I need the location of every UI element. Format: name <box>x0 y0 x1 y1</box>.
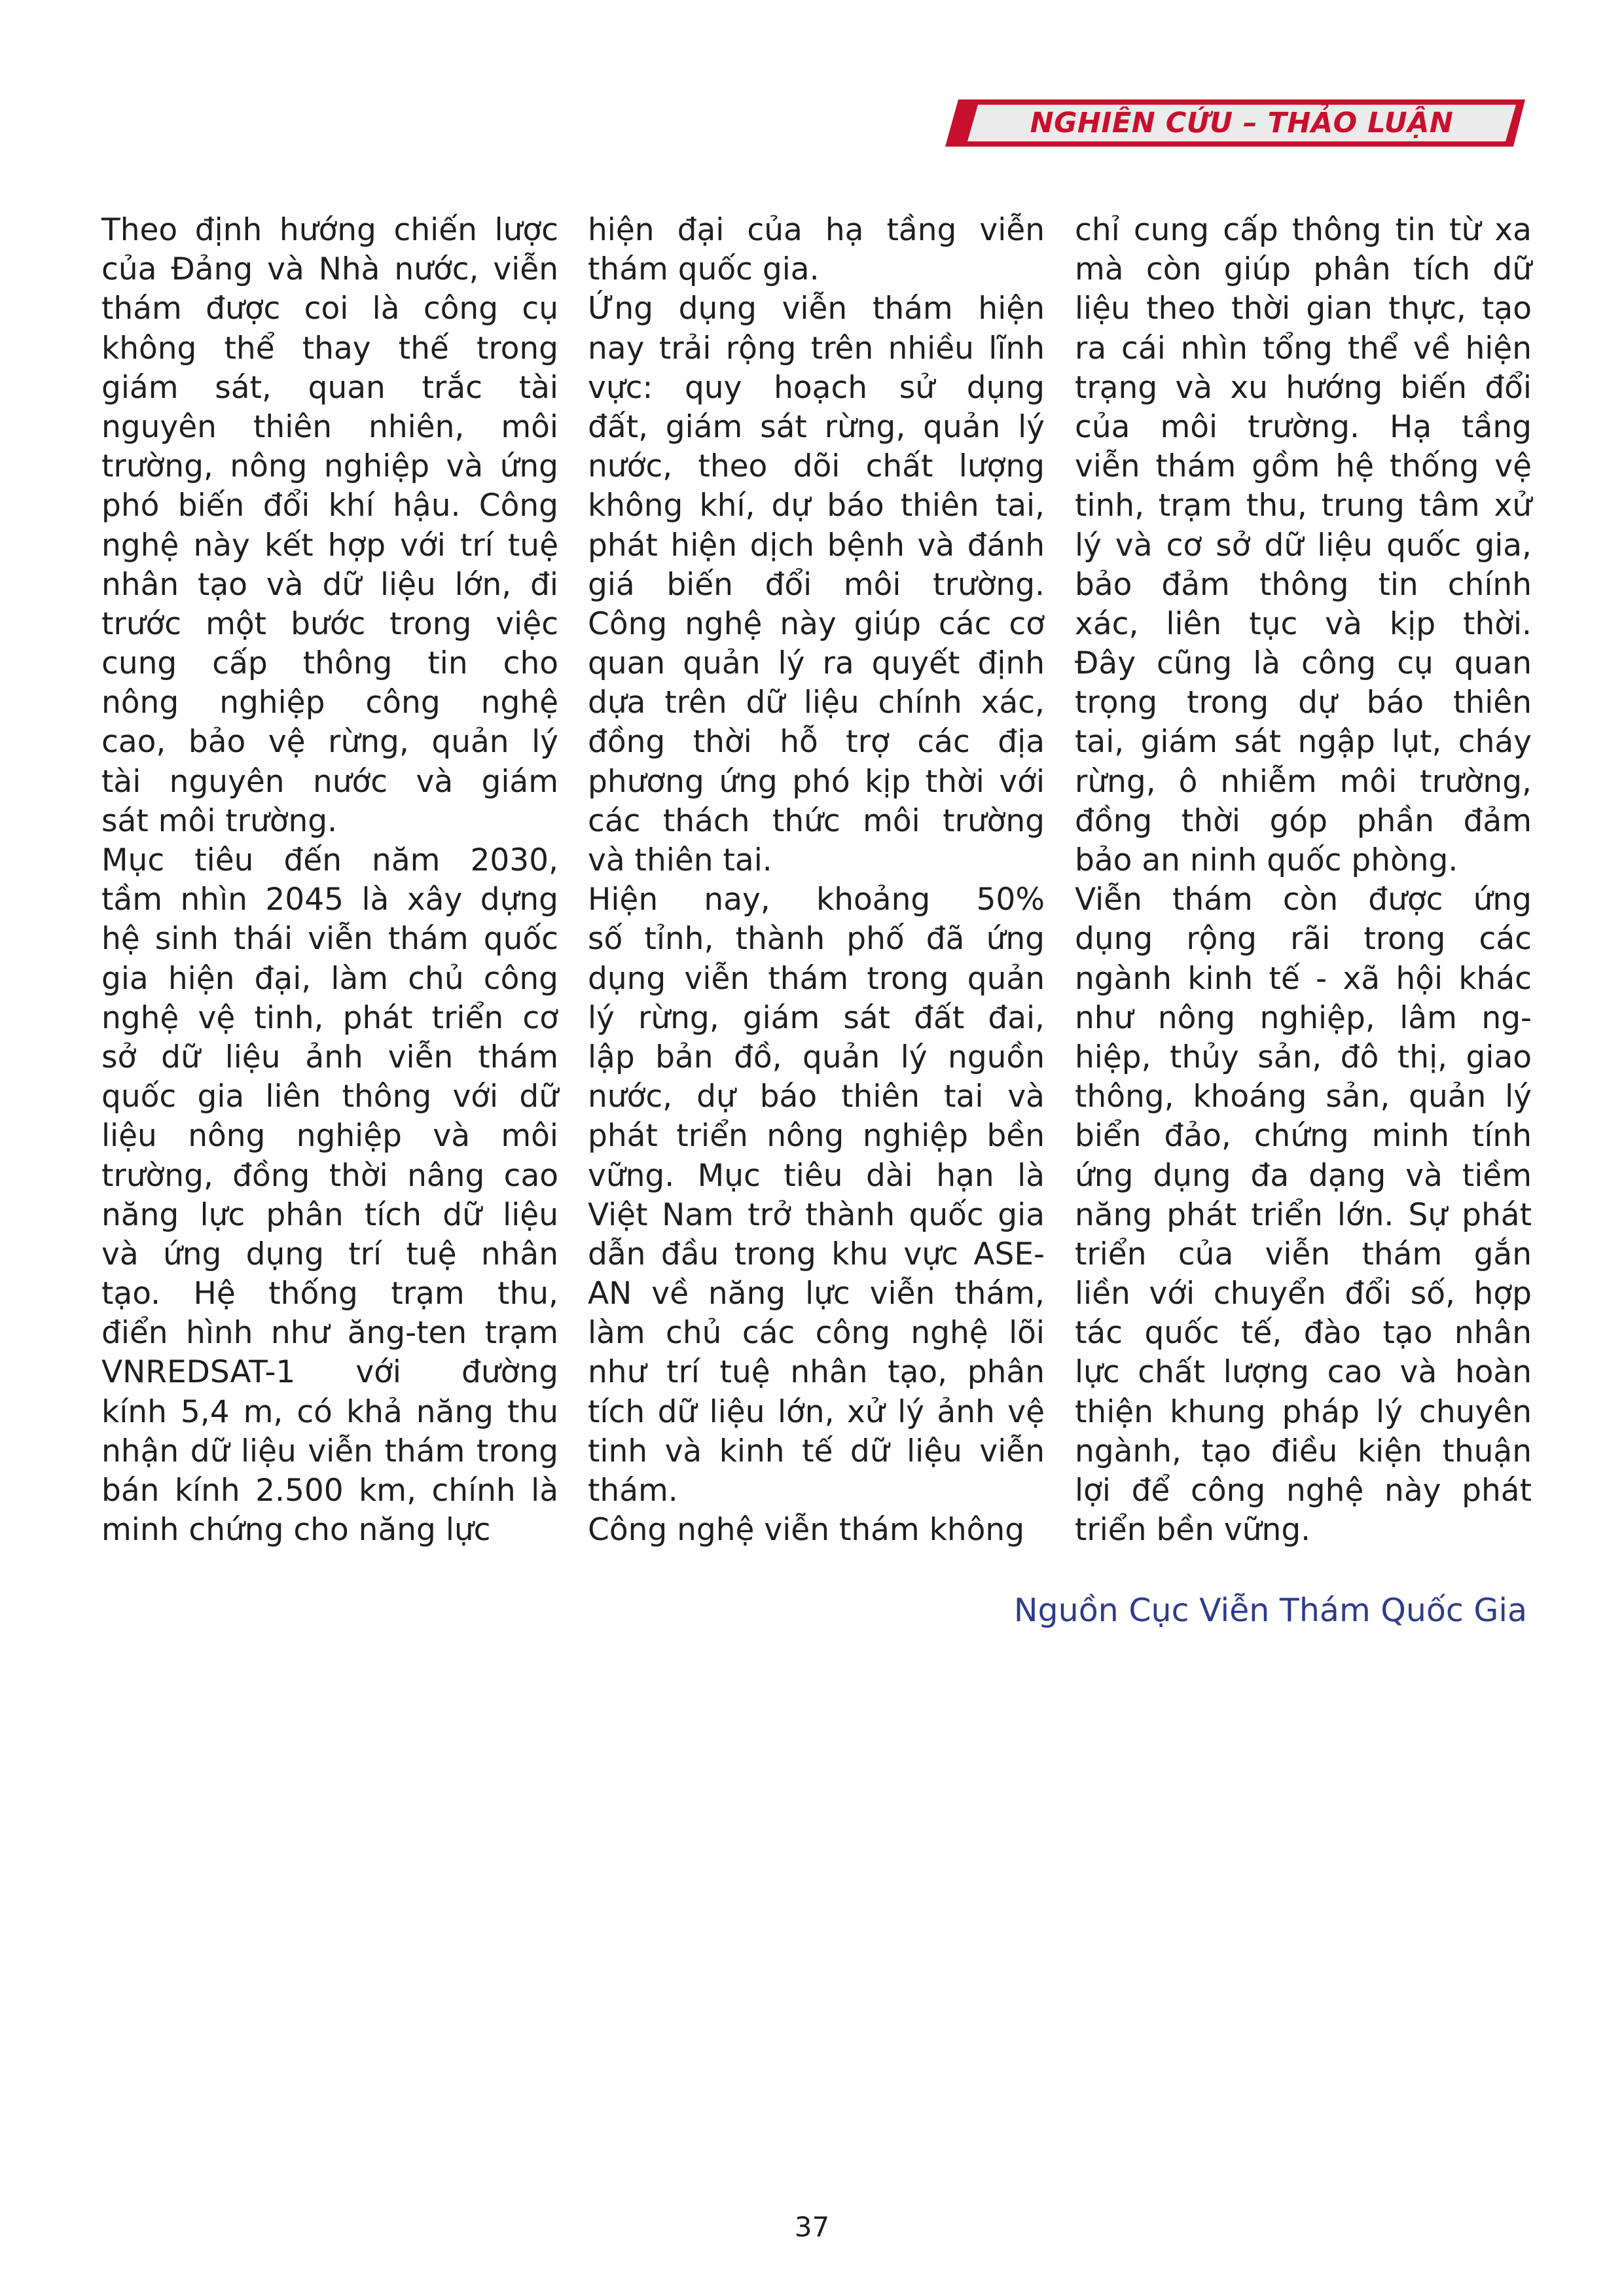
text-line: triển bền vững. <box>1075 1512 1311 1549</box>
text-line: lực chất lượng cao và hoàn <box>1075 1354 1532 1391</box>
text-line: vững. Mục tiêu dài hạn là <box>588 1157 1045 1194</box>
text-line: tầm nhìn 2045 là xây dựng <box>101 882 558 918</box>
article-column-3 <box>1075 211 1532 1550</box>
text-line: sở dữ liệu ảnh viễn thám <box>101 1039 558 1075</box>
text-line: hiệp, thủy sản, đô thị, giao <box>1075 1039 1532 1075</box>
text-line: tạo. Hệ thống trạm thu, <box>101 1276 558 1312</box>
text-line: nước, dự báo thiên tai và <box>588 1079 1045 1115</box>
text-line: Viễn thám còn được ứng <box>1075 882 1532 918</box>
text-line: sát môi trường. <box>101 802 338 839</box>
text-line: quốc gia liên thông với dữ <box>101 1079 558 1115</box>
text-line: quan quản lý ra quyết định <box>588 645 1045 682</box>
text-line: của Đảng và Nhà nước, viễn <box>101 251 558 288</box>
text-line: các thách thức môi trường <box>588 802 1045 839</box>
text-line: lập bản đồ, quản lý nguồn <box>588 1039 1045 1075</box>
text-line: Theo định hướng chiến lược <box>101 212 558 248</box>
text-line: nông nghiệp công nghệ <box>101 685 558 721</box>
text-line: nguyên thiên nhiên, môi <box>101 408 558 445</box>
text-line: hiện đại của hạ tầng viễn <box>588 212 1045 248</box>
text-line: Công nghệ này giúp các cơ <box>588 605 1045 642</box>
text-line: dụng rộng rãi trong các <box>1075 921 1532 958</box>
text-line: trường, đồng thời nâng cao <box>101 1157 558 1194</box>
text-line: Công nghệ viễn thám không <box>588 1512 1025 1549</box>
text-line: tai, giám sát ngập lụt, cháy <box>1075 724 1532 761</box>
text-line: của môi trường. Hạ tầng <box>1075 408 1532 445</box>
text-line: và thiên tai. <box>588 842 772 878</box>
text-line: kính 5,4 m, có khả năng thu <box>101 1393 558 1430</box>
text-line: gia hiện đại, làm chủ công <box>101 960 558 997</box>
text-line: thiện khung pháp lý chuyên <box>1075 1393 1532 1430</box>
text-line: giám sát, quan trắc tài <box>101 369 558 406</box>
text-line: không thể thay thế trong <box>101 330 558 367</box>
text-line: trường, nông nghiệp và ứng <box>101 448 558 485</box>
article-column-1 <box>101 211 558 1550</box>
text-line: năng lực phân tích dữ liệu <box>101 1196 558 1233</box>
text-line: làm chủ các công nghệ lõi <box>588 1315 1045 1352</box>
text-line: giá biến đổi môi trường. <box>588 566 1045 603</box>
text-line: Ứng dụng viễn thám hiện <box>588 291 1045 327</box>
text-line: nghệ này kết hợp với trí tuệ <box>101 527 558 564</box>
text-line: số tỉnh, thành phố đã ứng <box>588 921 1045 958</box>
text-line: Hiện nay, khoảng 50% <box>588 882 1045 918</box>
text-line: bán kính 2.500 km, chính là <box>101 1473 558 1509</box>
text-line: điển hình như ăng-ten trạm <box>101 1315 558 1352</box>
section-title: NGHIÊN CỨU – THẢO LUẬN <box>1030 107 1454 139</box>
text-line: phó biến đổi khí hậu. Công <box>101 488 558 524</box>
text-line: tác quốc tế, đào tạo nhân <box>1075 1315 1532 1352</box>
text-line: trạng và xu hướng biến đổi <box>1075 369 1532 406</box>
text-line: đất, giám sát rừng, quản lý <box>588 408 1045 445</box>
text-line: liệu theo thời gian thực, tạo <box>1075 291 1532 327</box>
text-line: ra cái nhìn tổng thể về hiện <box>1075 330 1532 367</box>
text-line: mà còn giúp phân tích dữ <box>1075 251 1532 288</box>
text-line: như trí tuệ nhân tạo, phân <box>588 1354 1045 1391</box>
text-line: phát hiện dịch bệnh và đánh <box>588 527 1045 564</box>
text-line: VNREDSAT-1 với đường <box>101 1354 558 1391</box>
text-line: thám được coi là công cụ <box>101 291 558 327</box>
text-line: tinh, trạm thu, trung tâm xử <box>1075 488 1532 524</box>
text-line: nhận dữ liệu viễn thám trong <box>101 1433 558 1469</box>
text-line: vực: quy hoạch sử dụng <box>588 369 1045 406</box>
text-line: Đây cũng là công cụ quan <box>1075 645 1532 682</box>
text-line: tinh và kinh tế dữ liệu viễn <box>588 1433 1045 1469</box>
text-line: như nông nghiệp, lâm ng- <box>1075 999 1532 1036</box>
text-line: phương ứng phó kịp thời với <box>588 763 1045 800</box>
text-line: triển của viễn thám gắn <box>1075 1236 1532 1272</box>
text-line: đồng thời hỗ trợ các địa <box>588 724 1045 761</box>
text-line: lý rừng, giám sát đất đai, <box>588 999 1045 1036</box>
text-line: Mục tiêu đến năm 2030, <box>101 842 558 878</box>
text-line: trọng trong dự báo thiên <box>1075 685 1532 721</box>
text-line: liền với chuyển đổi số, hợp <box>1075 1276 1532 1312</box>
text-line: Việt Nam trở thành quốc gia <box>588 1196 1045 1233</box>
text-line: dẫn đầu trong khu vực ASE- <box>588 1236 1045 1272</box>
text-line: thám. <box>588 1473 678 1509</box>
text-line: nước, theo dõi chất lượng <box>588 448 1045 485</box>
text-line: cung cấp thông tin cho <box>101 645 558 682</box>
page-number: 37 <box>794 2211 830 2243</box>
text-line: bảo an ninh quốc phòng. <box>1075 842 1458 878</box>
text-line: rừng, ô nhiễm môi trường, <box>1075 763 1532 800</box>
text-line: lợi để công nghệ này phát <box>1075 1473 1532 1509</box>
text-line: nay trải rộng trên nhiều lĩnh <box>588 330 1045 367</box>
section-header-tab <box>944 98 1526 148</box>
text-line: thông, khoáng sản, quản lý <box>1075 1079 1532 1115</box>
text-line: nghệ vệ tinh, phát triển cơ <box>101 999 558 1036</box>
text-line: viễn thám gồm hệ thống vệ <box>1075 448 1532 485</box>
text-line: và ứng dụng trí tuệ nhân <box>101 1236 558 1272</box>
text-line: xác, liên tục và kịp thời. <box>1075 605 1532 642</box>
text-line: ứng dụng đa dạng và tiềm <box>1075 1157 1532 1194</box>
text-line: trước một bước trong việc <box>101 605 558 642</box>
text-line: thám quốc gia. <box>588 251 820 288</box>
article-column-2 <box>588 211 1045 1550</box>
text-line: bảo đảm thông tin chính <box>1075 566 1532 603</box>
source-credit: Nguồn Cục Viễn Thám Quốc Gia <box>1013 1592 1527 1629</box>
text-line: không khí, dự báo thiên tai, <box>588 488 1045 524</box>
text-line: hệ sinh thái viễn thám quốc <box>101 921 558 958</box>
text-line: AN về năng lực viễn thám, <box>588 1276 1045 1312</box>
text-line: biển đảo, chứng minh tính <box>1075 1118 1532 1155</box>
text-line: cao, bảo vệ rừng, quản lý <box>101 724 558 761</box>
text-line: ngành, tạo điều kiện thuận <box>1075 1433 1532 1469</box>
text-line: tài nguyên nước và giám <box>101 763 558 800</box>
text-line: chỉ cung cấp thông tin từ xa <box>1075 212 1532 248</box>
text-line: năng phát triển lớn. Sự phát <box>1075 1196 1532 1233</box>
text-line: dựa trên dữ liệu chính xác, <box>588 685 1045 721</box>
text-line: lý và cơ sở dữ liệu quốc gia, <box>1075 527 1532 564</box>
text-line: tích dữ liệu lớn, xử lý ảnh vệ <box>588 1393 1045 1430</box>
text-line: đồng thời góp phần đảm <box>1075 802 1532 839</box>
text-line: phát triển nông nghiệp bền <box>588 1118 1045 1155</box>
text-line: liệu nông nghiệp và môi <box>101 1118 558 1155</box>
text-line: dụng viễn thám trong quản <box>588 960 1045 997</box>
text-line: nhân tạo và dữ liệu lớn, đi <box>101 566 558 603</box>
text-line: ngành kinh tế - xã hội khác <box>1075 960 1532 997</box>
text-line: minh chứng cho năng lực <box>101 1512 491 1549</box>
